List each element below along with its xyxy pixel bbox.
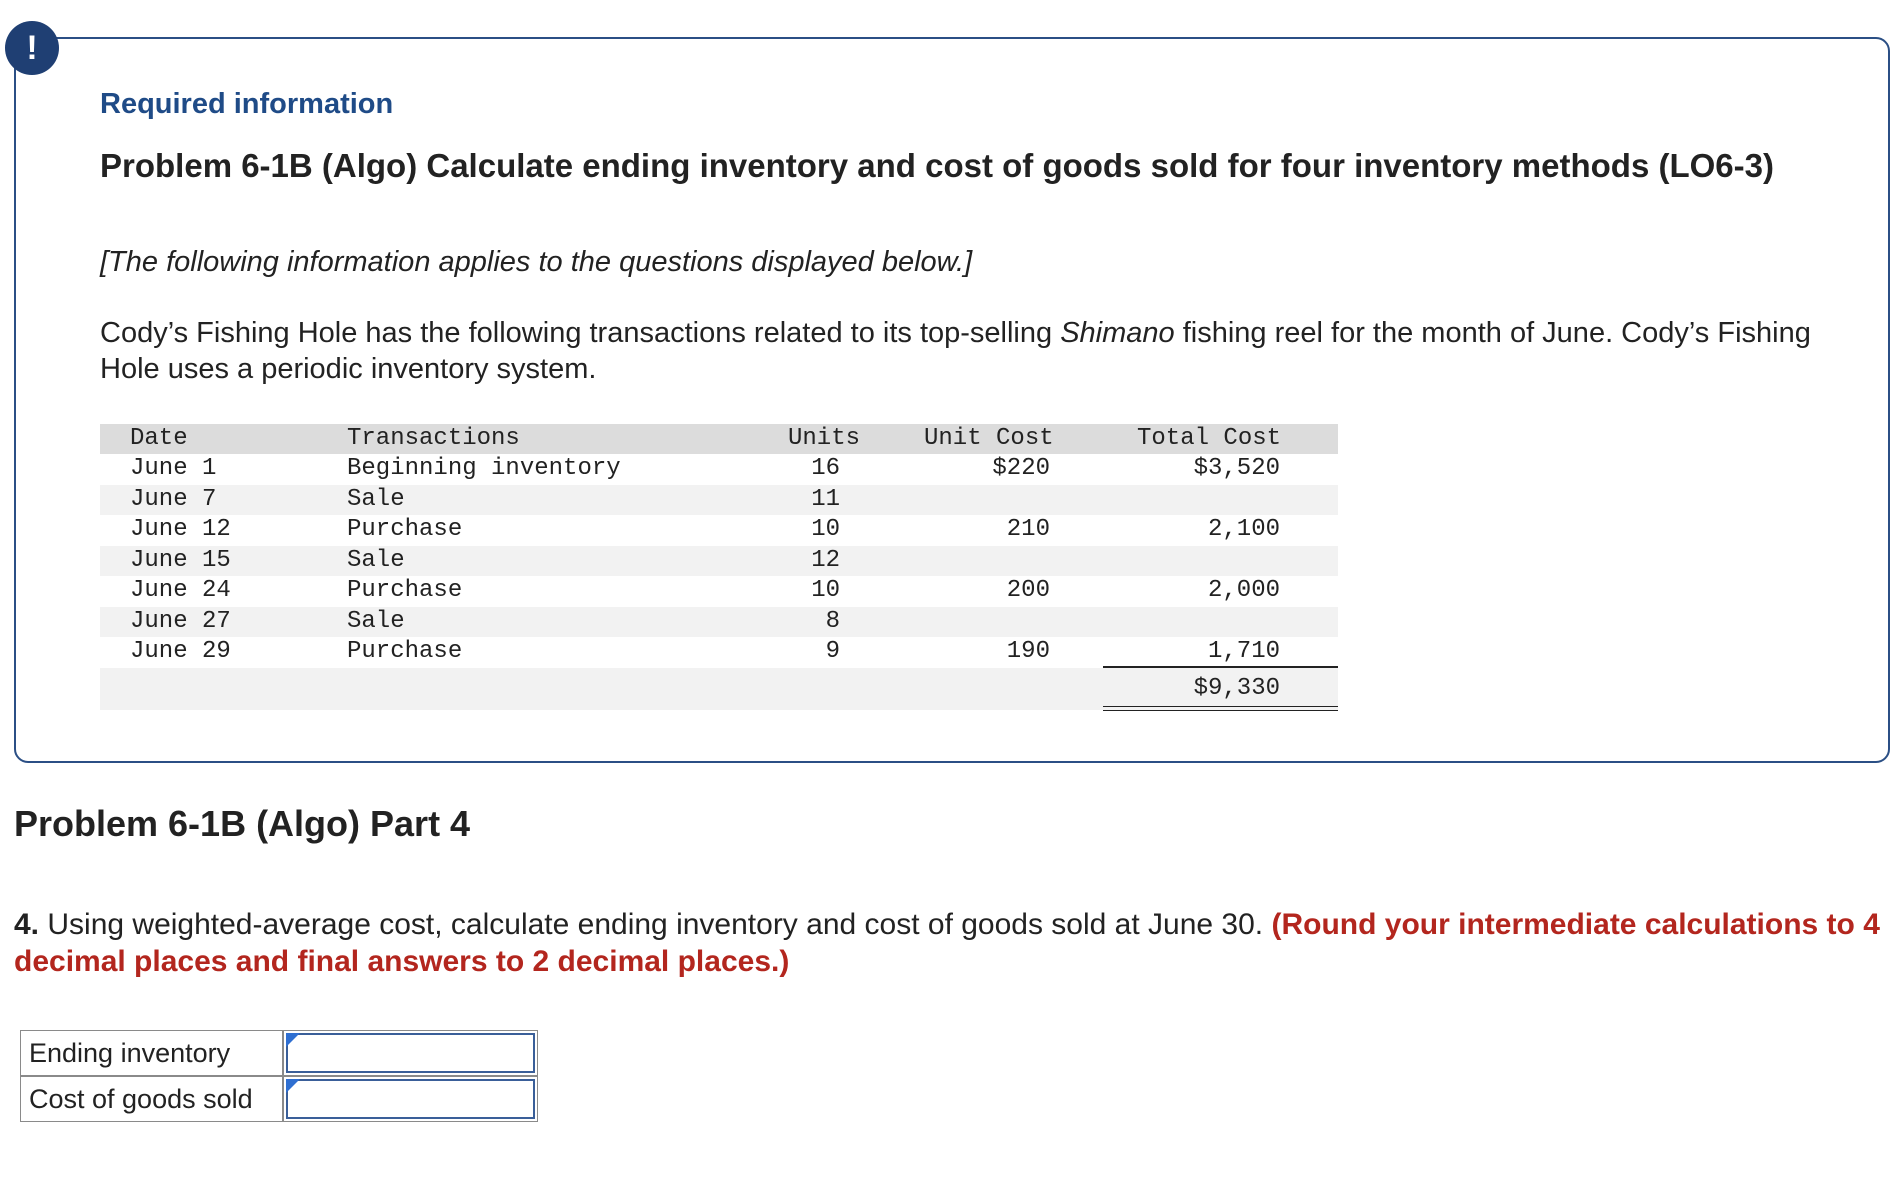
total-double-underline [1103, 706, 1338, 711]
required-information-heading: Required information [100, 88, 394, 120]
problem-description [100, 315, 1820, 387]
cost-of-goods-sold-cell [283, 1076, 538, 1122]
question-body: Using weighted-average cost, calculate ending inventory and cost of goods sold at June 30. [39, 908, 1272, 941]
row-units: 11 [811, 485, 840, 513]
row-units: 12 [811, 546, 840, 574]
header-unit-cost: Unit Cost [924, 425, 1054, 452]
question-number: 4. [14, 908, 40, 941]
table-row [100, 515, 1338, 546]
row-total-cost: 2,100 [1207, 516, 1280, 543]
row-date: June 27 [130, 607, 231, 635]
row-unit-cost: 190 [1006, 638, 1050, 665]
row-units: 8 [825, 607, 840, 635]
cost-of-goods-sold-input[interactable] [286, 1079, 535, 1119]
row-transaction: Purchase [347, 638, 463, 665]
row-transaction: Purchase [347, 577, 463, 604]
row-transaction: Beginning inventory [347, 455, 621, 482]
row-units: 10 [811, 577, 840, 604]
row-date: June 29 [130, 638, 231, 665]
table-header-row [100, 424, 1338, 454]
row-date: June 1 [130, 455, 217, 482]
table-total-row [100, 668, 1338, 710]
row-unit-cost: 200 [1006, 577, 1050, 604]
problem-title: Problem 6-1B (Algo) Calculate ending inventory and cost of goods sold for four inventory methods (LO6-3) [100, 147, 1774, 184]
table-row [100, 546, 1338, 577]
row-unit-cost: 210 [1006, 516, 1050, 543]
part-title: Problem 6-1B (Algo) Part 4 [14, 803, 471, 844]
row-transaction: Purchase [347, 516, 463, 543]
row-transaction: Sale [347, 607, 405, 635]
question-text [14, 906, 1894, 980]
transactions-table [100, 424, 1338, 710]
row-total-cost: 1,710 [1207, 638, 1280, 665]
grand-total: $9,330 [1193, 674, 1280, 702]
row-total-cost: 2,000 [1207, 577, 1280, 604]
description-text-2: fishing reel for the month of June. Cody’s Fishing Hole uses a periodic inventory system. [100, 317, 1811, 385]
row-transaction: Sale [347, 546, 405, 574]
row-total-cost: $3,520 [1193, 455, 1280, 482]
row-date: June 12 [130, 516, 231, 543]
table-row [100, 576, 1338, 607]
row-unit-cost: $220 [992, 455, 1050, 482]
alert-icon: ! [5, 21, 59, 75]
cost-of-goods-sold-label: Cost of goods sold [20, 1076, 283, 1122]
description-text-1: Cody’s Fishing Hole has the following transactions related to its top-selling [100, 317, 1061, 349]
header-total-cost: Total Cost [1137, 425, 1282, 452]
row-date: June 15 [130, 546, 231, 574]
ending-inventory-input[interactable] [286, 1033, 535, 1073]
ending-inventory-cell [283, 1030, 538, 1076]
rounding-instructions: (Round your intermediate calculations to 4 decimal places and final answers to 2 decimal places.) [14, 908, 1880, 978]
header-units: Units [788, 425, 861, 452]
row-transaction: Sale [347, 485, 405, 513]
description-emphasis: Shimano [1060, 317, 1175, 349]
table-row [100, 607, 1338, 638]
row-date: June 7 [130, 485, 217, 513]
row-units: 9 [825, 638, 840, 665]
header-transactions: Transactions [347, 425, 520, 452]
table-row [100, 485, 1338, 516]
row-units: 10 [811, 516, 840, 543]
applies-note: [The following information applies to the questions displayed below.] [100, 246, 973, 278]
row-units: 16 [811, 455, 840, 482]
ending-inventory-label: Ending inventory [20, 1030, 283, 1076]
table-row [100, 454, 1338, 485]
header-date: Date [130, 425, 188, 452]
row-date: June 24 [130, 577, 231, 604]
table-row [100, 637, 1338, 668]
